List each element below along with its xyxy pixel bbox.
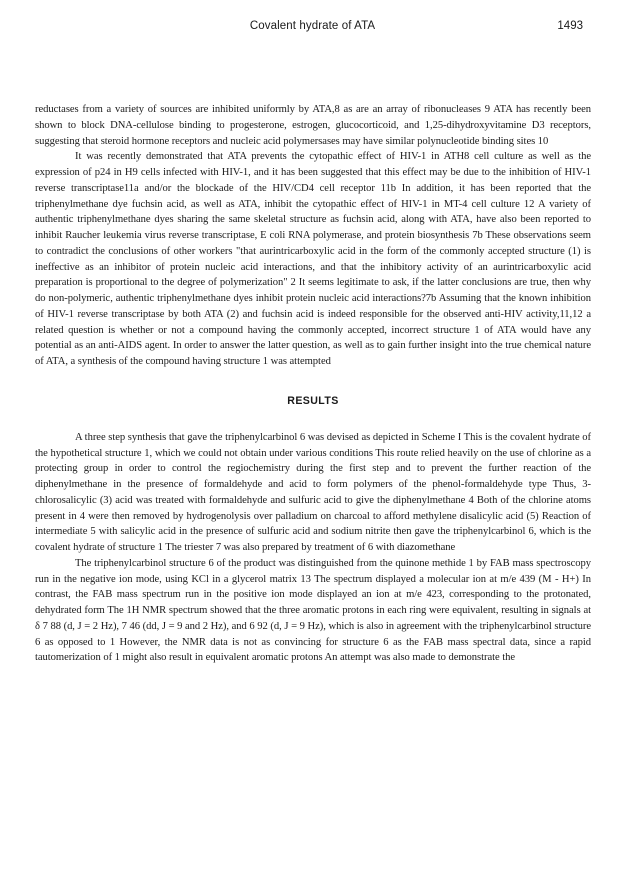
running-header bbox=[0, 20, 625, 38]
section-heading-results: RESULTS bbox=[287, 394, 339, 407]
page-number: 1493 bbox=[557, 20, 583, 32]
paragraph-hiv-activity: It was recently demonstrated that ATA prevents the cytopathic effect of HIV-1 in ATH8 cell culture as well as the expression of p24 in H9 cells infected with HIV-1, and it has been suggested that this effect may be due to the inhibition of HIV-1 reverse transcriptase11a and/or the blockade of the HIV/CD4 cell receptor 11b In addition, it has been reported that the triphenylmethane dye fuchsin acid, as well as ATA, inhibit the cytopathic effect of HIV-1 in MT-4 cell culture 12 A variety of authentic triphenylmethane dyes sharing the same skeletal structure as fuchsin acid, along with ATA, have also been reported to inhibit Raucher leukemia virus reverse transcriptase, E coli RNA polymerase, and protein biosynthesis 7b These observations seem to contradict the conclusions of other workers "that aurintricarboxylic acid in the form of the commonly accepted structure (1) is ineffective as an inhibitor of protein nucleic acid interactions, and that the inhibitory activity of an aurintricarboxylic acid preparation is proportional to the degree of polymerization" 2 It seems legitimate to ask, if the latter conclusions are true, then why do non-polymeric, authentic triphenylmethane dyes inhibit protein nucleic acid interactions?7b Assuming that the known inhibition of HIV-1 reverse transcriptase by both ATA (2) and fuchsin acid is indeed responsible for the observed anti-HIV activity,11,12 a related question is whether or not a compound having the commonly accepted, incorrect structure 1 of ATA would have any potential as an anti-AIDS agent. In order to answer the latter question, as well as to gain further insight into the true chemical nature of ATA, a synthesis of the compound having structure 1 was attempted bbox=[35, 151, 591, 367]
paragraph-characterization: The triphenylcarbinol structure 6 of the product was distinguished from the quinone methide 1 by FAB mass spectroscopy run in the negative ion mode, using KCl in a glycerol matrix 13 The spectrum displayed a molecular ion at m/e 439 (M - H+) In contrast, the FAB mass spectrum run in the positive ion mode displayed an ion at m/e 423, corresponding to the protonated, dehydrated form The 1H NMR spectrum showed that the three aromatic protons in each ring were equivalent, resulting in signals at δ 7 88 (d, J = 2 Hz), 7 46 (dd, J = 9 and 2 Hz), and 6 92 (d, J = 9 Hz), which is also in agreement with the triphenylcarbinol structure 6 as opposed to 1 However, the NMR data is not as convincing for structure 6 as the FAB mass spectral data, since a rapid tautomerization of 1 might also result in equivalent aromatic protons An attempt was also made to demonstrate the bbox=[35, 557, 591, 664]
article-body bbox=[35, 102, 591, 666]
paragraph-continued: reductases from a variety of sources are inhibited uniformly by ATA,8 as are an array of ribonucleases 9 ATA has recently been shown to block DNA-cellulose binding to progesterone, estrogen, glucocorticoid, and 1,25-dihydroxyvitamine D3 receptors, suggesting that steroid hormone receptors and nucleic acid polymersases may have similar polynucleotide binding sites 10 bbox=[35, 104, 591, 147]
running-title: Covalent hydrate of ATA bbox=[249, 20, 376, 32]
paragraph-synthesis: A three step synthesis that gave the triphenylcarbinol 6 was devised as depicted in Scheme I This is the covalent hydrate of the hypothetical structure 1, which we could not obtain under various conditions This route relied heavily on the use of chlorine as a protecting group in order to control the regiochemistry during the first step and to prevent the further reaction of the diphenylmethane in the presence of formaldehyde and acid to form polymers of the phenol-formaldehyde type Thus, 3-chlorosalicylic (3) acid was treated with formaldehyde and sulfuric acid to give the diphenylmethane 4 Both of the chlorine atoms present in 4 were then removed by hydrogenolysis over palladium on charcoal to afford methylene disalicylic acid (5) Reaction of intermediate 5 with salicylic acid in the presence of sulfuric acid and sodium nitrite then gave the triphenylcarbinol 6, which is the covalent hydrate of structure 1 The triester 7 was also prepared by treatment of 6 with diazomethane bbox=[35, 431, 591, 553]
